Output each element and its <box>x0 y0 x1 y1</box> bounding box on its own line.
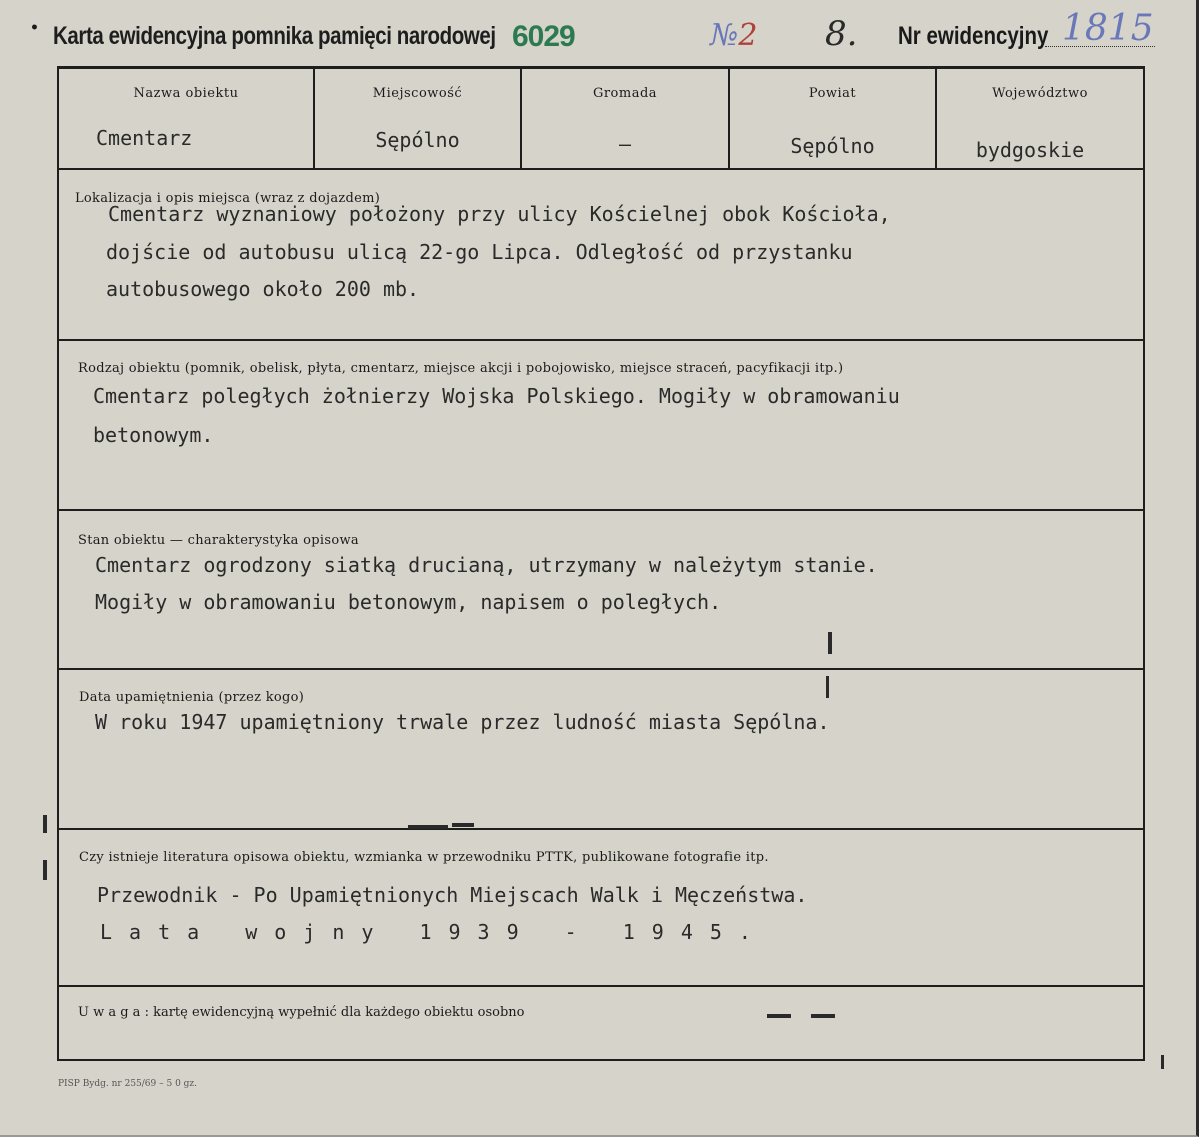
column-value-powiat: Sępólno <box>790 134 875 158</box>
card-title: Karta ewidencyjna pomnika pamięci narodowej <box>53 22 496 50</box>
section-text-lokalizacja-line: Cmentarz wyznaniowy położony przy ulicy Kościelnej obok Kościoła, <box>108 202 891 226</box>
footer-note: U w a g a : kartę ewidencyjną wypełnić dla każdego obiektu osobno <box>78 1005 525 1020</box>
section-text-literatura-line: Przewodnik - Po Upamiętnionych Miejscach Walk i Męczeństwa. <box>97 883 808 907</box>
column-value-gromada: – <box>618 132 632 156</box>
corner-dot: • <box>30 20 39 36</box>
punch-mark <box>43 815 47 833</box>
section-label-rodzaj: Rodzaj obiektu (pomnik, obelisk, płyta, cmentarz, miejsce akcji i pobojowisko, miejsce straceń, pacyfikacji itp.) <box>78 361 844 376</box>
section-divider <box>57 668 1145 670</box>
section-text-stan-line: Cmentarz ogrodzony siatką drucianą, utrzymany w należytym stanie. <box>95 553 878 577</box>
section-label-literatura: Czy istnieje literatura opisowa obiektu, wzmianka w przewodniku PTTK, publikowane fotografie itp. <box>79 850 769 865</box>
registry-number-label: Nr ewidencyjny <box>898 22 1049 50</box>
staple-mark <box>826 676 829 698</box>
section-label-lokalizacja: Lokalizacja i opis miejsca (wraz z dojazdem) <box>75 191 381 206</box>
handwritten-no-prefix: № <box>710 18 739 53</box>
column-value-wojewodztwo: bydgoskie <box>975 138 1085 162</box>
column-label-wojewodztwo: Województwo <box>992 86 1088 101</box>
column-label-powiat: Powiat <box>808 86 857 101</box>
staple-mark <box>408 825 448 829</box>
section-label-stan: Stan obiektu — charakterystyka opisowa <box>78 533 359 548</box>
staple-mark <box>811 1014 835 1018</box>
column-value-miejscowosc: Sępólno <box>375 128 460 152</box>
staple-mark <box>828 632 832 654</box>
column-label-nazwa: Nazwa obiektu <box>133 86 239 101</box>
column-label-gromada: Gromada <box>592 86 658 101</box>
handwritten-no-value: 2 <box>738 18 758 53</box>
column-label-miejscowosc: Miejscowość <box>372 86 463 101</box>
handwritten-number-mark <box>710 18 757 53</box>
green-stamp-code: 6029 <box>512 20 575 53</box>
section-label-data: Data upamiętnienia (przez kogo) <box>79 690 305 705</box>
section-text-lokalizacja-line: dojście od autobusu ulicą 22-go Lipca. Odległość od przystanku <box>106 240 853 264</box>
column-value-nazwa: Cmentarz <box>96 126 193 150</box>
section-divider <box>57 168 1145 170</box>
staple-mark <box>767 1014 791 1018</box>
section-divider <box>57 985 1145 987</box>
handwritten-number: 8. <box>825 14 858 54</box>
section-text-data-line: W roku 1947 upamiętniony trwale przez ludność miasta Sępólna. <box>95 710 830 734</box>
column-divider <box>313 66 315 170</box>
section-divider <box>57 509 1145 511</box>
section-text-stan-line: Mogiły w obramowaniu betonowym, napisem o poległych. <box>95 590 722 614</box>
section-text-lokalizacja-line: autobusowego około 200 mb. <box>106 277 420 301</box>
punch-mark <box>43 860 47 880</box>
printer-imprint: PISP Bydg. nr 255/69 – 5 0 gz. <box>58 1079 198 1089</box>
section-text-rodzaj-line: betonowym. <box>93 423 214 447</box>
registry-number-value: 1815 <box>1062 8 1154 49</box>
section-divider <box>57 828 1145 830</box>
edge-mark <box>1161 1055 1164 1069</box>
staple-mark <box>452 823 474 827</box>
section-text-literatura-line: Lata wojny 1939 - 1945. <box>100 920 768 944</box>
section-text-rodzaj-line: Cmentarz poległych żołnierzy Wojska Polskiego. Mogiły w obramowaniu <box>93 384 900 408</box>
section-divider <box>57 339 1145 341</box>
